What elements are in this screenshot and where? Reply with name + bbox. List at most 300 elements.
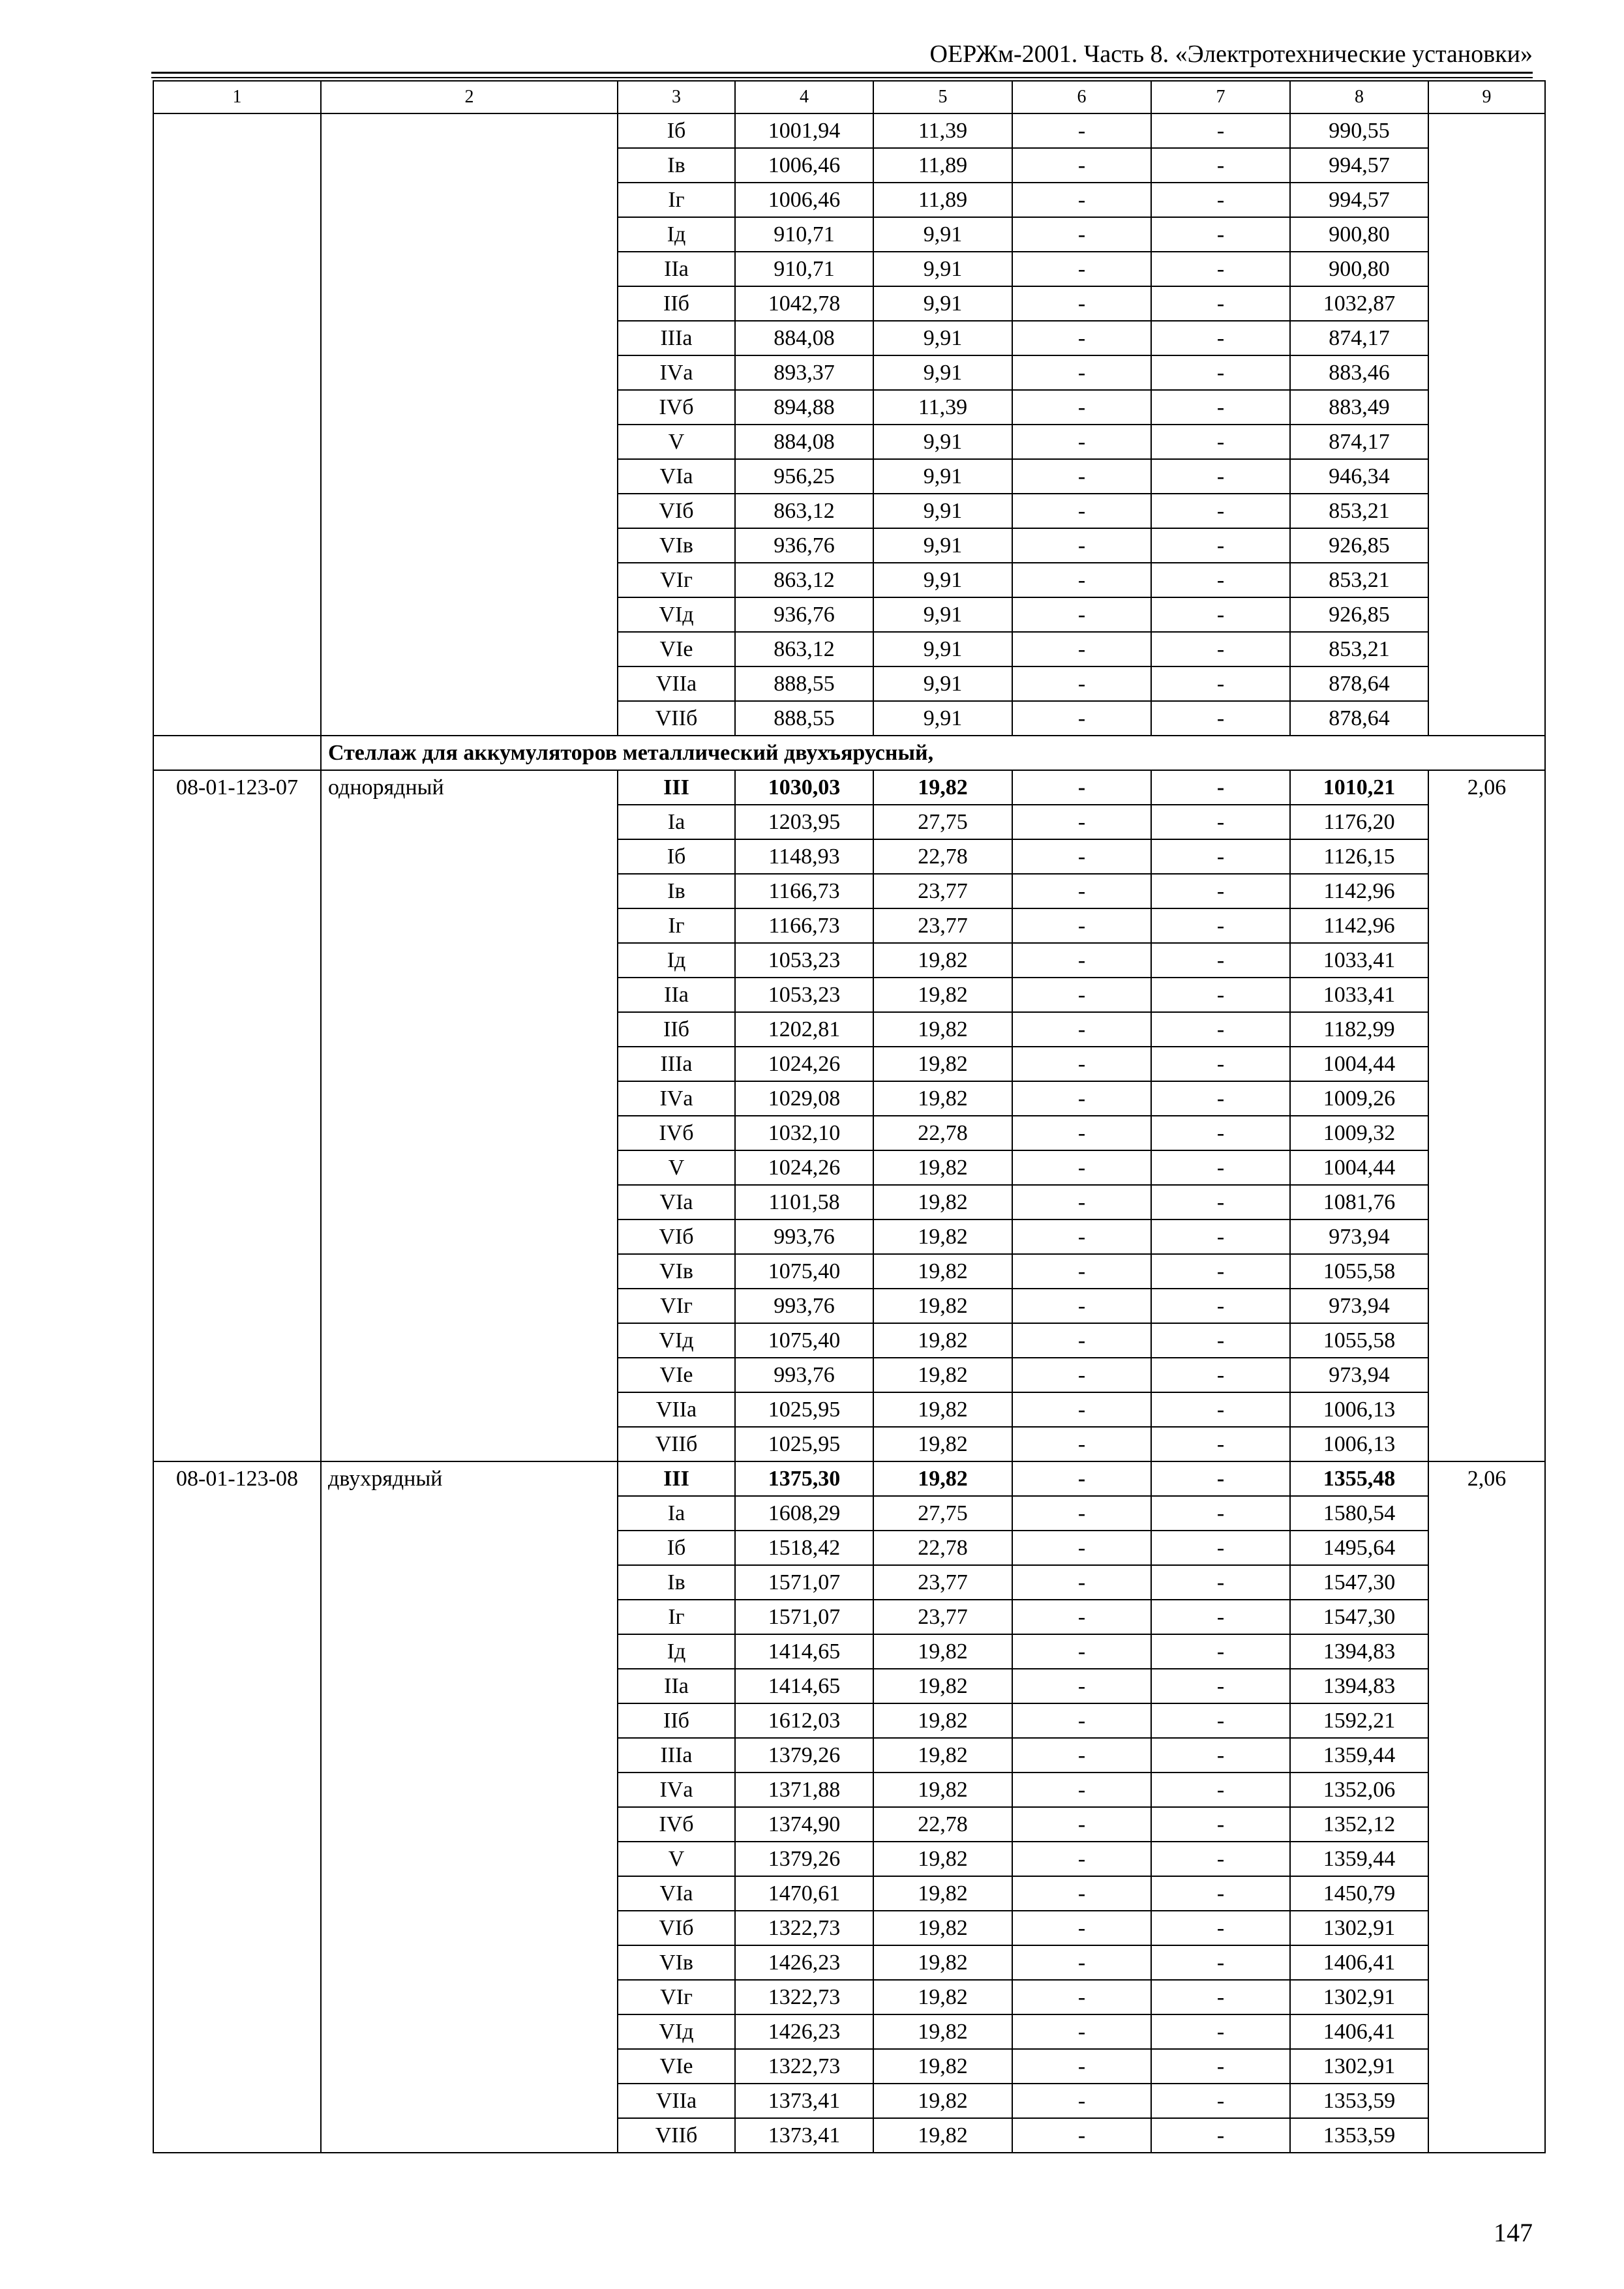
table-cell: 1053,23: [735, 978, 873, 1012]
table-cell: -: [1151, 1496, 1290, 1531]
table-cell: IVа: [618, 355, 735, 390]
table-cell: 23,77: [873, 1600, 1012, 1634]
table-cell: 1025,95: [735, 1392, 873, 1427]
table-cell: IIIа: [618, 321, 735, 355]
table-cell: 19,82: [873, 1842, 1012, 1876]
table-cell: 9,91: [873, 459, 1012, 494]
table-cell: Iг: [618, 908, 735, 943]
table-cell: 1032,87: [1290, 286, 1428, 321]
table-cell: VIIб: [618, 1427, 735, 1461]
table-cell: 863,12: [735, 494, 873, 528]
table-cell: 1470,61: [735, 1876, 873, 1911]
table-cell: 1302,91: [1290, 2049, 1428, 2084]
table-cell: 19,82: [873, 2014, 1012, 2049]
code-cell: [153, 736, 321, 770]
table-cell: 1033,41: [1290, 978, 1428, 1012]
table-cell: -: [1151, 1980, 1290, 2014]
table-cell: 1166,73: [735, 874, 873, 908]
table-cell: Iа: [618, 805, 735, 839]
table-cell: 1025,95: [735, 1427, 873, 1461]
table-cell: IIа: [618, 252, 735, 286]
table-cell: VIIа: [618, 2084, 735, 2118]
table-cell: 1426,23: [735, 2014, 873, 2049]
table-cell: 1373,41: [735, 2084, 873, 2118]
table-cell: 1176,20: [1290, 805, 1428, 839]
table-cell: 1374,90: [735, 1807, 873, 1842]
table-cell: Iв: [618, 1565, 735, 1600]
table-cell: -: [1012, 2084, 1151, 2118]
table-cell: 1547,30: [1290, 1600, 1428, 1634]
table-cell: 1426,23: [735, 1945, 873, 1980]
table-cell: -: [1012, 632, 1151, 666]
table-cell: 9,91: [873, 355, 1012, 390]
table-cell: 1571,07: [735, 1600, 873, 1634]
table-cell: -: [1012, 1531, 1151, 1565]
table-cell: 9,91: [873, 666, 1012, 701]
table-cell: 1075,40: [735, 1254, 873, 1289]
table-cell: -: [1012, 1289, 1151, 1323]
table-cell: -: [1012, 1116, 1151, 1150]
table-cell: Iв: [618, 148, 735, 183]
table-cell: 22,78: [873, 1116, 1012, 1150]
table-cell: 19,82: [873, 1289, 1012, 1323]
table-cell: 22,78: [873, 1531, 1012, 1565]
table-cell: 900,80: [1290, 252, 1428, 286]
table-cell: VIе: [618, 1358, 735, 1392]
table-cell: 11,39: [873, 390, 1012, 425]
table-cell: 23,77: [873, 1565, 1012, 1600]
section-title: Стеллаж для аккумуляторов металлический двухъярусный,: [321, 736, 1545, 770]
table-cell: VIе: [618, 632, 735, 666]
table-cell: V: [618, 1842, 735, 1876]
table-cell: -: [1151, 252, 1290, 286]
name-cell: [321, 113, 618, 736]
table-cell: 878,64: [1290, 666, 1428, 701]
table-cell: 1592,21: [1290, 1703, 1428, 1738]
table-cell: 11,39: [873, 113, 1012, 148]
table-cell: 1010,21: [1290, 770, 1428, 805]
table-cell: -: [1151, 459, 1290, 494]
table-cell: -: [1012, 839, 1151, 874]
table-cell: 19,82: [873, 1634, 1012, 1669]
table-cell: -: [1151, 528, 1290, 563]
item-name: однорядный: [321, 770, 618, 1461]
table-cell: -: [1151, 148, 1290, 183]
section-row: [153, 736, 1545, 770]
item-coefficient: 2,06: [1428, 770, 1545, 1461]
table-cell: VIг: [618, 563, 735, 597]
table-cell: -: [1012, 701, 1151, 736]
table-cell: -: [1151, 494, 1290, 528]
table-cell: -: [1151, 943, 1290, 978]
table-cell: -: [1151, 1427, 1290, 1461]
table-cell: 19,82: [873, 1219, 1012, 1254]
table-cell: -: [1151, 1081, 1290, 1116]
column-number: 5: [873, 81, 1012, 113]
table-cell: 23,77: [873, 908, 1012, 943]
table-cell: -: [1012, 1738, 1151, 1773]
table-cell: IIб: [618, 1012, 735, 1047]
table-cell: -: [1151, 1323, 1290, 1358]
table-cell: 884,08: [735, 321, 873, 355]
table-cell: 1322,73: [735, 1911, 873, 1945]
table-cell: 994,57: [1290, 148, 1428, 183]
table-cell: 19,82: [873, 1703, 1012, 1738]
table-cell: -: [1151, 1600, 1290, 1634]
table-cell: 19,82: [873, 1185, 1012, 1219]
table-cell: VIв: [618, 528, 735, 563]
column-number: 6: [1012, 81, 1151, 113]
table-cell: 910,71: [735, 252, 873, 286]
table-cell: 926,85: [1290, 597, 1428, 632]
table-cell: 993,76: [735, 1358, 873, 1392]
table-cell: -: [1012, 874, 1151, 908]
table-cell: -: [1012, 390, 1151, 425]
table-cell: -: [1012, 1876, 1151, 1911]
table-cell: VIIб: [618, 2118, 735, 2153]
table-cell: 19,82: [873, 943, 1012, 978]
table-cell: -: [1151, 1531, 1290, 1565]
table-cell: VIв: [618, 1254, 735, 1289]
table-cell: VIг: [618, 1980, 735, 2014]
table-cell: 1302,91: [1290, 1911, 1428, 1945]
table-cell: 894,88: [735, 390, 873, 425]
table-cell: 1024,26: [735, 1150, 873, 1185]
table-cell: 1353,59: [1290, 2118, 1428, 2153]
table-cell: 1075,40: [735, 1323, 873, 1358]
table-cell: 19,82: [873, 2118, 1012, 2153]
table-cell: -: [1151, 908, 1290, 943]
table-cell: -: [1151, 1254, 1290, 1289]
table-cell: -: [1012, 597, 1151, 632]
table-cell: 19,82: [873, 1150, 1012, 1185]
table-cell: -: [1151, 1703, 1290, 1738]
table-cell: 893,37: [735, 355, 873, 390]
table-cell: IIа: [618, 1669, 735, 1703]
table-cell: -: [1151, 355, 1290, 390]
table-cell: -: [1151, 1876, 1290, 1911]
table-cell: VIа: [618, 459, 735, 494]
table-cell: 9,91: [873, 563, 1012, 597]
column-number: 1: [153, 81, 321, 113]
table-cell: -: [1012, 1842, 1151, 1876]
table-cell: -: [1151, 1289, 1290, 1323]
table-cell: 1142,96: [1290, 908, 1428, 943]
table-cell: -: [1012, 1012, 1151, 1047]
table-cell: 1055,58: [1290, 1323, 1428, 1358]
table-cell: -: [1151, 217, 1290, 252]
table-cell: Iд: [618, 217, 735, 252]
table-cell: -: [1151, 666, 1290, 701]
table-cell: 990,55: [1290, 113, 1428, 148]
code-cell: [153, 113, 321, 736]
table-cell: -: [1012, 459, 1151, 494]
table-cell: III: [618, 1461, 735, 1496]
table-cell: 1547,30: [1290, 1565, 1428, 1600]
table-cell: 19,82: [873, 1358, 1012, 1392]
table-cell: -: [1151, 1565, 1290, 1600]
table-cell: -: [1012, 1807, 1151, 1842]
table-cell: -: [1012, 666, 1151, 701]
table-cell: -: [1151, 1116, 1290, 1150]
table-cell: 1006,46: [735, 148, 873, 183]
table-cell: Iд: [618, 943, 735, 978]
table-cell: -: [1151, 2049, 1290, 2084]
table-cell: 1359,44: [1290, 1842, 1428, 1876]
table-cell: -: [1012, 1980, 1151, 2014]
table-cell: -: [1151, 1911, 1290, 1945]
table-cell: 1032,10: [735, 1116, 873, 1150]
table-cell: -: [1012, 1565, 1151, 1600]
table-cell: 863,12: [735, 563, 873, 597]
table-cell: 956,25: [735, 459, 873, 494]
table-cell: 1394,83: [1290, 1634, 1428, 1669]
table-cell: -: [1012, 908, 1151, 943]
table-cell: 9,91: [873, 701, 1012, 736]
table-cell: -: [1151, 770, 1290, 805]
page-number: 147: [1494, 2218, 1533, 2247]
table-cell: 19,82: [873, 2049, 1012, 2084]
table-cell: 1182,99: [1290, 1012, 1428, 1047]
table-cell: 19,82: [873, 2084, 1012, 2118]
table-cell: 1148,93: [735, 839, 873, 874]
table-row: [153, 113, 1545, 148]
table-cell: -: [1012, 1047, 1151, 1081]
table-cell: 19,82: [873, 1669, 1012, 1703]
table-cell: VIа: [618, 1876, 735, 1911]
table-cell: 19,82: [873, 1461, 1012, 1496]
table-cell: -: [1012, 321, 1151, 355]
table-cell: -: [1012, 183, 1151, 217]
table-cell: 19,82: [873, 1773, 1012, 1807]
table-cell: VIIа: [618, 1392, 735, 1427]
table-cell: 19,82: [873, 1392, 1012, 1427]
table-cell: 1571,07: [735, 1565, 873, 1600]
table-cell: -: [1151, 1945, 1290, 1980]
table-cell: 1101,58: [735, 1185, 873, 1219]
table-cell: 1009,26: [1290, 1081, 1428, 1116]
table-cell: IIб: [618, 286, 735, 321]
table-cell: 11,89: [873, 148, 1012, 183]
table-cell: -: [1012, 2049, 1151, 2084]
table-cell: 1414,65: [735, 1634, 873, 1669]
item-name: двухрядный: [321, 1461, 618, 2153]
table-cell: 1450,79: [1290, 1876, 1428, 1911]
table-cell: 910,71: [735, 217, 873, 252]
table-cell: VIе: [618, 2049, 735, 2084]
table-cell: 936,76: [735, 597, 873, 632]
table-cell: Iд: [618, 1634, 735, 1669]
table-cell: -: [1012, 943, 1151, 978]
table-cell: 936,76: [735, 528, 873, 563]
table-cell: -: [1012, 113, 1151, 148]
table-cell: 1030,03: [735, 770, 873, 805]
table-cell: 1379,26: [735, 1842, 873, 1876]
header-rule-thin: [151, 77, 1533, 78]
item-coefficient: 2,06: [1428, 1461, 1545, 2153]
table-cell: IVб: [618, 1116, 735, 1150]
table-cell: 1081,76: [1290, 1185, 1428, 1219]
table-cell: 19,82: [873, 1081, 1012, 1116]
table-cell: -: [1012, 1323, 1151, 1358]
table-cell: 1033,41: [1290, 943, 1428, 978]
table-cell: -: [1151, 2084, 1290, 2118]
table-cell: 1373,41: [735, 2118, 873, 2153]
table-cell: -: [1151, 1773, 1290, 1807]
table-cell: VIд: [618, 2014, 735, 2049]
table-cell: VIд: [618, 597, 735, 632]
column-number: 3: [618, 81, 735, 113]
table-cell: 883,46: [1290, 355, 1428, 390]
table-cell: 874,17: [1290, 425, 1428, 459]
table-cell: 1608,29: [735, 1496, 873, 1531]
table-cell: -: [1151, 632, 1290, 666]
table-cell: 1580,54: [1290, 1496, 1428, 1531]
table-cell: 1024,26: [735, 1047, 873, 1081]
table-cell: -: [1012, 1911, 1151, 1945]
table-cell: 994,57: [1290, 183, 1428, 217]
table-cell: 1406,41: [1290, 2014, 1428, 2049]
table-cell: 973,94: [1290, 1289, 1428, 1323]
table-cell: 1053,23: [735, 943, 873, 978]
table-cell: -: [1151, 425, 1290, 459]
item-code: 08-01-123-08: [153, 1461, 321, 2153]
table-cell: -: [1012, 217, 1151, 252]
table-cell: 1006,13: [1290, 1427, 1428, 1461]
table-cell: IVа: [618, 1773, 735, 1807]
table-cell: -: [1012, 563, 1151, 597]
table-cell: 22,78: [873, 839, 1012, 874]
table-cell: -: [1151, 978, 1290, 1012]
table-cell: Iб: [618, 1531, 735, 1565]
table-cell: -: [1151, 1842, 1290, 1876]
table-cell: 22,78: [873, 1807, 1012, 1842]
table-cell: -: [1151, 597, 1290, 632]
table-cell: 9,91: [873, 632, 1012, 666]
table-row: [153, 1461, 1545, 1496]
table-cell: -: [1012, 1254, 1151, 1289]
table-cell: Iв: [618, 874, 735, 908]
table-cell: -: [1151, 1392, 1290, 1427]
table-cell: 973,94: [1290, 1219, 1428, 1254]
table-cell: -: [1012, 805, 1151, 839]
table-cell: 19,82: [873, 770, 1012, 805]
table-cell: 1029,08: [735, 1081, 873, 1116]
table-cell: VIIа: [618, 666, 735, 701]
table-cell: Iа: [618, 1496, 735, 1531]
table-cell: -: [1151, 2118, 1290, 2153]
table-cell: 878,64: [1290, 701, 1428, 736]
table-cell: 1414,65: [735, 1669, 873, 1703]
table-cell: -: [1012, 1461, 1151, 1496]
table-cell: 19,82: [873, 1012, 1012, 1047]
table-cell: -: [1012, 1392, 1151, 1427]
table-cell: VIIб: [618, 701, 735, 736]
table-cell: -: [1012, 1219, 1151, 1254]
table-cell: 19,82: [873, 1945, 1012, 1980]
table-cell: 19,82: [873, 1876, 1012, 1911]
table-cell: 1042,78: [735, 286, 873, 321]
table-cell: 1009,32: [1290, 1116, 1428, 1150]
table-cell: -: [1012, 1773, 1151, 1807]
table-cell: 19,82: [873, 978, 1012, 1012]
table-cell: 1055,58: [1290, 1254, 1428, 1289]
table-cell: -: [1151, 1461, 1290, 1496]
table-cell: -: [1012, 1945, 1151, 1980]
table-cell: 1355,48: [1290, 1461, 1428, 1496]
table-cell: IIIа: [618, 1738, 735, 1773]
table-cell: 9,91: [873, 528, 1012, 563]
table-cell: 874,17: [1290, 321, 1428, 355]
table-cell: -: [1012, 2118, 1151, 2153]
table-cell: 9,91: [873, 494, 1012, 528]
table-cell: 1495,64: [1290, 1531, 1428, 1565]
table-cell: 19,82: [873, 1323, 1012, 1358]
table-cell: 993,76: [735, 1219, 873, 1254]
table-cell: 1166,73: [735, 908, 873, 943]
table-cell: VIб: [618, 1911, 735, 1945]
table-cell: -: [1012, 1427, 1151, 1461]
table-cell: 883,49: [1290, 390, 1428, 425]
coef-cell: [1428, 113, 1545, 736]
column-number: 8: [1290, 81, 1428, 113]
table-cell: 1379,26: [735, 1738, 873, 1773]
column-number: 7: [1151, 81, 1290, 113]
table-cell: 993,76: [735, 1289, 873, 1323]
table-cell: 23,77: [873, 874, 1012, 908]
table-cell: 11,89: [873, 183, 1012, 217]
table-cell: -: [1151, 286, 1290, 321]
table-cell: 1352,06: [1290, 1773, 1428, 1807]
table-cell: -: [1012, 1081, 1151, 1116]
table-cell: -: [1151, 390, 1290, 425]
table-cell: IVа: [618, 1081, 735, 1116]
table-cell: 1406,41: [1290, 1945, 1428, 1980]
table-cell: 1518,42: [735, 1531, 873, 1565]
table-cell: 1302,91: [1290, 1980, 1428, 2014]
table-cell: Iг: [618, 1600, 735, 1634]
table-cell: 853,21: [1290, 563, 1428, 597]
table-cell: -: [1012, 1358, 1151, 1392]
table-cell: -: [1012, 425, 1151, 459]
table-cell: 1371,88: [735, 1773, 873, 1807]
table-cell: 27,75: [873, 805, 1012, 839]
table-cell: -: [1151, 701, 1290, 736]
table-cell: -: [1012, 1496, 1151, 1531]
table-cell: 1203,95: [735, 805, 873, 839]
table-cell: VIг: [618, 1289, 735, 1323]
table-cell: 1353,59: [1290, 2084, 1428, 2118]
table-cell: -: [1151, 563, 1290, 597]
table-cell: -: [1151, 1219, 1290, 1254]
table-cell: 946,34: [1290, 459, 1428, 494]
table-cell: -: [1151, 1807, 1290, 1842]
table-cell: -: [1151, 1047, 1290, 1081]
table-cell: V: [618, 1150, 735, 1185]
table-cell: IIб: [618, 1703, 735, 1738]
table-cell: Iб: [618, 113, 735, 148]
table-cell: -: [1012, 528, 1151, 563]
table-cell: 1202,81: [735, 1012, 873, 1047]
table-cell: 853,21: [1290, 632, 1428, 666]
table-cell: VIб: [618, 494, 735, 528]
table-cell: -: [1151, 1738, 1290, 1773]
table-cell: -: [1012, 1703, 1151, 1738]
table-cell: -: [1151, 1669, 1290, 1703]
table-cell: -: [1151, 1012, 1290, 1047]
table-cell: -: [1151, 874, 1290, 908]
table-cell: 853,21: [1290, 494, 1428, 528]
